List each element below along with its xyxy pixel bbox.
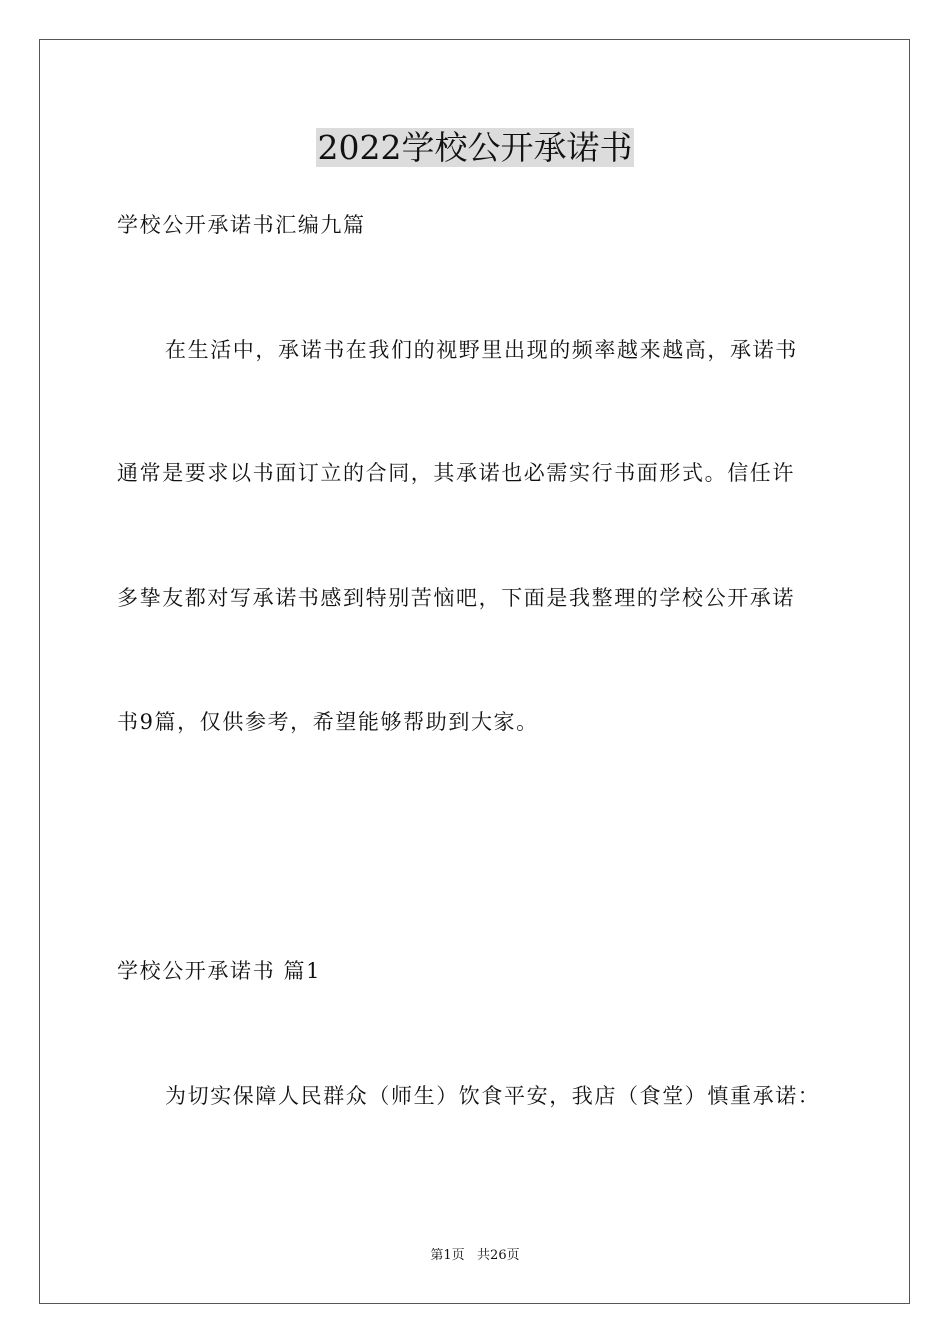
intro-line-1: 在生活中，承诺书在我们的视野里出现的频率越来越高，承诺书: [165, 338, 798, 362]
document-subtitle: 学校公开承诺书汇编九篇: [117, 213, 366, 237]
section-heading: 学校公开承诺书 篇1: [117, 959, 322, 983]
document-title: [0, 126, 950, 170]
document-title-text: 2022学校公开承诺书: [317, 128, 633, 167]
intro-line-3: 多挚友都对写承诺书感到特别苦恼吧，下面是我整理的学校公开承诺: [117, 586, 795, 610]
intro-line-4: 书9篇，仅供参考，希望能够帮助到大家。: [117, 710, 539, 734]
page-footer: 第1页 共26页: [430, 1248, 520, 1263]
section-first-line: 为切实保障人民群众（师生）饮食平安，我店（食堂）慎重承诺：: [165, 1084, 821, 1108]
intro-line-2: 通常是要求以书面订立的合同，其承诺也必需实行书面形式。信任许: [117, 461, 795, 485]
